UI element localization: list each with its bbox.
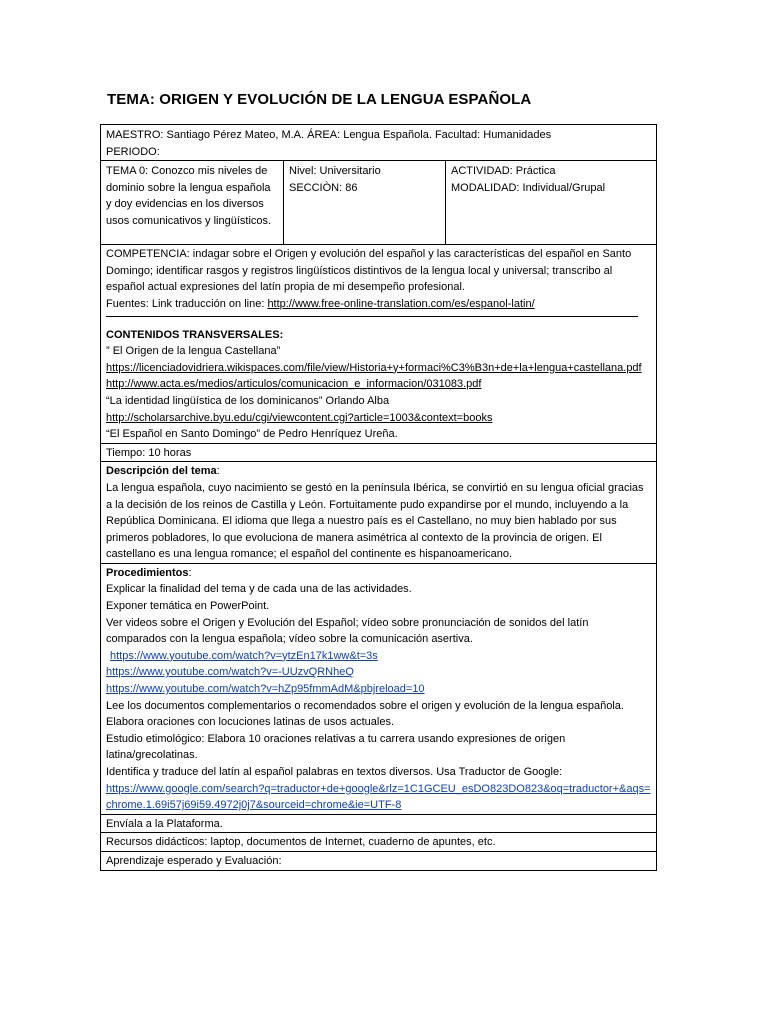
video-link-1[interactable]: https://www.youtube.com/watch?v=ytzEn17k1ww&t=3s — [110, 649, 378, 662]
fuentes-line — [106, 296, 651, 313]
procedimiento-6: Estudio etimológico: Elabora 10 oraciones relativas a tu carrera usando expresiones de origen latina/grecolatinas. — [106, 732, 566, 762]
procedimientos-heading: Procedimientos — [106, 566, 189, 579]
aprendizaje-row — [101, 851, 657, 870]
enviala-row — [101, 814, 657, 833]
competencia-contenidos-row — [101, 245, 657, 444]
descripcion-heading: Descripción del tema — [106, 465, 217, 478]
video-link-2[interactable]: https://www.youtube.com/watch?v=-UUzvQRNheQ — [106, 666, 354, 679]
tema-description: TEMA 0: Conozco mis niveles de dominio sobre la lengua española y doy evidencias en los diversos usos comunicativos y lingüísticos. — [106, 165, 272, 227]
actividad-label: ACTIVIDAD: Práctica — [451, 165, 556, 178]
header-row — [101, 125, 657, 161]
seccion-label: SECCIÒN: 86 — [289, 181, 358, 194]
fuentes-link[interactable]: http://www.free-online-translation.com/es/espanol-latin/ — [267, 297, 535, 310]
descripcion-colon: : — [216, 465, 220, 478]
section-divider — [106, 316, 638, 317]
tema-row — [101, 161, 657, 245]
contenido-item-1-title: ” El Origen de la lengua Castellana” — [106, 345, 281, 358]
contenido-item-4-title: “El Español en Santo Domingo” de Pedro Henríquez Ureña. — [106, 428, 398, 441]
fuentes-label: Fuentes: Link traducción on line: — [106, 297, 268, 310]
teacher-area-line: MAESTRO: Santiago Pérez Mateo, M.A. ÁREA: Lengua Española. Facultad: Humanidades — [106, 129, 552, 141]
contenido-item-2-link[interactable]: http://www.acta.es/medios/articulos/comunicacion_e_informacion/031083.pdf — [106, 378, 482, 391]
procedimiento-5: Elabora oraciones con locuciones latinas de usos actuales. — [106, 716, 395, 729]
tiempo-label: Tiempo: 10 horas — [106, 446, 192, 459]
nivel-label: Nivel: Universitario — [289, 165, 381, 178]
procedimiento-1: Explicar la finalidad del tema y de cada una de las actividades. — [106, 583, 412, 596]
document-title: TEMA: ORIGEN Y EVOLUCIÓN DE LA LENGUA ESPAÑOLA — [107, 91, 532, 108]
enviala-label: Envíala a la Plataforma. — [106, 817, 223, 830]
procedimiento-7: Identifica y traduce del latín al español palabras en textos diversos. Usa Traductor de Google: — [106, 766, 563, 778]
contenido-item-1-link[interactable]: https://licenciadovidriera.wikispaces.com/file/view/Historia+y+formaci%C3%B3n+de+la+lengua+castellana.pdf — [106, 361, 642, 374]
contenido-item-3-title: “La identidad lingüística de los dominicanos” Orlando Alba — [106, 394, 390, 407]
lesson-plan-table — [100, 124, 657, 871]
procedimiento-4: Lee los documentos complementarios o recomendados sobre el origen y evolución de la lengua española. — [106, 699, 624, 712]
descripcion-row — [101, 462, 657, 564]
contenidos-heading: CONTENIDOS TRANSVERSALES: — [106, 328, 284, 341]
tiempo-row — [101, 443, 657, 462]
recursos-label: Recursos didácticos: laptop, documentos de Internet, cuaderno de apuntes, etc. — [106, 836, 496, 849]
descripcion-text: La lengua española, cuyo nacimiento se gestó en la península Ibérica, se convirtió en su lengua oficial gracias a la decisión de los reinos de Castilla y León. Fortuitamente pudo expandirse por el mundo, incluyendo a la República Dominicana. El idioma que llega a nuestro país es el Castellano, no muy bien hablado por sus primeros pobladores, lo que evoluciona de manera asimétrica al contexto de la provincia de origen. El castellano es una lengua romance; el español del continente es hispanoamericano. — [106, 481, 644, 561]
procedimiento-2: Exponer temática en PowerPoint. — [106, 600, 270, 613]
procedimiento-3: Ver videos sobre el Origen y Evolución del Español; vídeo sobre pronunciación de sonidos del latín comparados con la lengua española; vídeo sobre la comunicación asertiva. — [106, 616, 589, 646]
contenido-item-3-link[interactable]: http://scholarsarchive.byu.edu/cgi/viewcontent.cgi?article=1003&context=books — [106, 411, 493, 424]
recursos-row — [101, 833, 657, 852]
modalidad-label: MODALIDAD: Individual/Grupal — [451, 181, 606, 194]
procedimientos-row — [101, 563, 657, 814]
procedimientos-colon: : — [188, 566, 192, 579]
competencia-text: COMPETENCIA: indagar sobre el Origen y evolución del español y las características del español en Santo Domingo; identificar rasgos y registros lingüísticos distintivos de la lengua local y universal; transcribo al español actual expresiones del latín propia de mi desempeño profesional. — [106, 248, 632, 294]
period-line: PERIODO: — [106, 145, 160, 158]
video-link-3[interactable]: https://www.youtube.com/watch?v=hZp95fmmAdM&pbjreload=10 — [106, 683, 425, 696]
google-translate-link[interactable]: https://www.google.com/search?q=traductor+de+google&rlz=1C1GCEU_esDO823DO823&oq=traductor+&aqs=chrome.1.69i57j69i59.4972j0j7&sourceid=chrome&ie=UTF-8 — [106, 782, 651, 812]
aprendizaje-label: Aprendizaje esperado y Evaluación: — [106, 854, 282, 867]
